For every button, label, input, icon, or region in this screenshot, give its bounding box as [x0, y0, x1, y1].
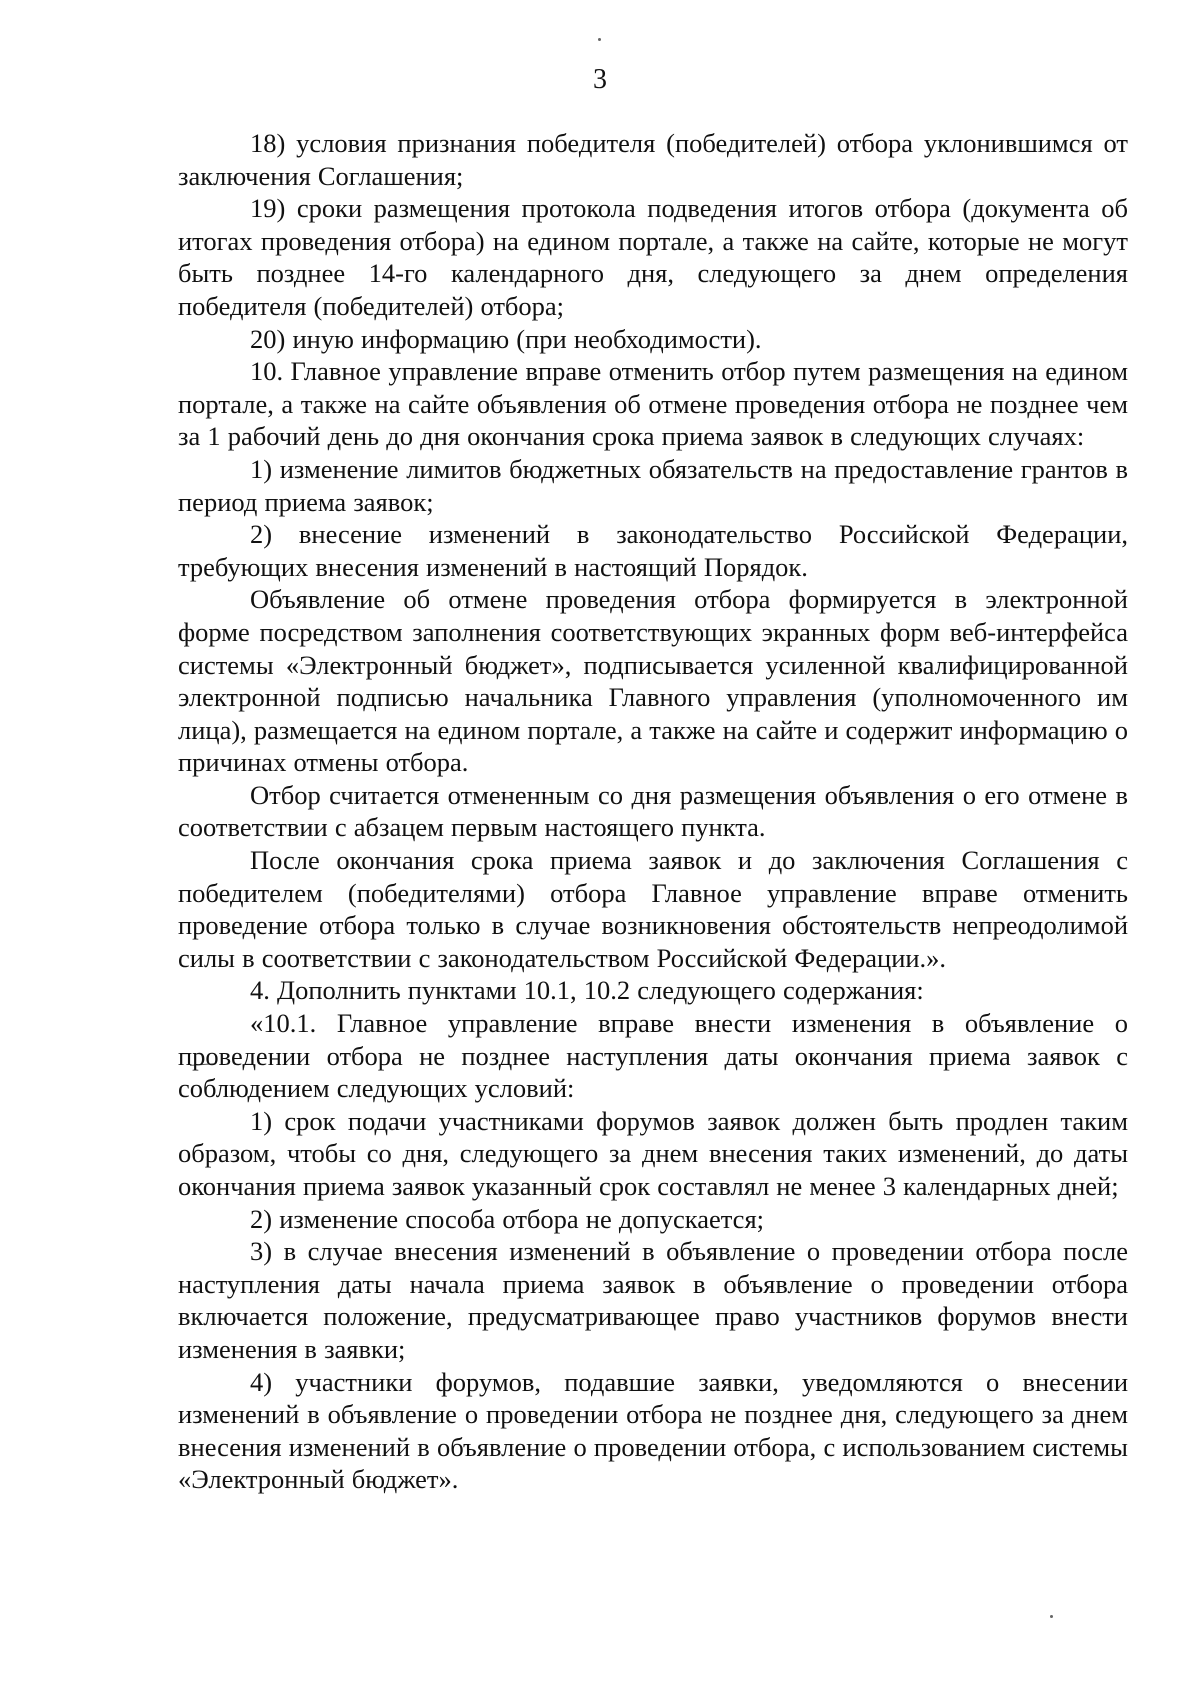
paragraph-condition-4: 4) участники форумов, подавшие заявки, уведомляются о внесении изменений в объявление о проведении отбора не позднее дня, следующего за днем внесения изменений в объявление о проведении отбора, с использованием системы «Электронный бюджет». [178, 1366, 1128, 1495]
paragraph-cancel-announcement: Объявление об отмене проведения отбора формируется в электронной форме посредством заполнения соответствующих экранных форм веб-интерфейса системы «Электронный бюджет», подписывается усиленной квалифицированной электронной подписью начальника Главного управления (уполномоченного им лица), размещается на едином портале, а также на сайте и содержит информацию о причинах отмены отбора. [178, 584, 1129, 778]
scan-speck [598, 38, 601, 41]
paragraph-condition-2: 2) изменение способа отбора не допускается; [250, 1203, 764, 1234]
paragraph-clause-10: 10. Главное управление вправе отменить отбор путем размещения на едином портале, а также на сайте объявления об отмене проведения отбора не позднее чем за 1 рабочий день до дня окончания срока приема заявок в следующих случаях: [178, 356, 1128, 452]
paragraph-case-2: 2) внесение изменений в законодательство Российской Федерации, требующих внесения изменений в настоящий Порядок. [178, 519, 1128, 582]
paragraph-item-20: 20) иную информацию (при необходимости). [250, 323, 762, 354]
paragraph-force-majeure: После окончания срока приема заявок и до заключения Соглашения с победителем (победителями) отбора Главное управление вправе отменить проведение отбора только в случае возникновения обстоятельств непреодолимой силы в соответствии с законодательством Российской Федерации.». [178, 845, 1128, 973]
paragraph-item-19: 19) сроки размещения протокола подведения итогов отбора (документа об итогах проведения отбора) на едином портале, а также на сайте, которые не могут быть позднее 14-го календарного дня, следующего за днем определения победителя (победителей) отбора; [178, 193, 1128, 321]
paragraph-condition-3: 3) в случае внесения изменений в объявление о проведении отбора после наступления даты начала приема заявок в объявление о проведении отбора включается положение, предусматривающее право участников форумов внести изменения в заявки; [178, 1236, 1128, 1364]
paragraph-condition-1: 1) срок подачи участниками форумов заявок должен быть продлен таким образом, чтобы со дня, следующего за днем внесения таких изменений, до даты окончания приема заявок указанный срок составлял не менее 3 календарных дней; [178, 1105, 1128, 1201]
page-number: 3 [593, 64, 607, 95]
paragraph-case-1: 1) изменение лимитов бюджетных обязательств на предоставление грантов в период приема заявок; [178, 453, 1128, 517]
paragraph-item-18: 18) условия признания победителя (победителей) отбора уклонившимся от заключения Соглашения; [178, 128, 1128, 191]
document-body [178, 127, 1128, 1496]
paragraph-cancel-effective: Отбор считается отмененным со дня размещения объявления о его отмене в соответствии с абзацем первым настоящего пункта. [178, 779, 1128, 843]
scan-speck [1050, 1615, 1053, 1618]
paragraph-clause-10-1: «10.1. Главное управление вправе внести изменения в объявление о проведении отбора не позднее наступления даты окончания приема заявок с соблюдением следующих условий: [178, 1008, 1128, 1104]
paragraph-amendment-4: 4. Дополнить пунктами 10.1, 10.2 следующего содержания: [250, 975, 924, 1006]
